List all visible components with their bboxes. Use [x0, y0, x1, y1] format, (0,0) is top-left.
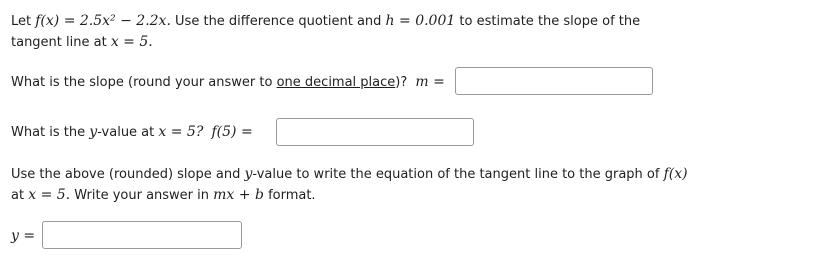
- yvalue-answer-input[interactable]: [276, 118, 474, 146]
- problem-statement: [11, 11, 826, 53]
- slope-question: [11, 72, 445, 93]
- yvalue-text-b: -value at: [97, 125, 155, 140]
- instr-text-b: -value to write the equation of the tangent line to the graph of: [252, 167, 660, 182]
- instr-y-variable: y: [244, 166, 253, 182]
- intro-let-word: Let: [11, 14, 32, 29]
- slope-answer-input[interactable]: [455, 67, 653, 95]
- instr-x-expression: x = 5.: [28, 187, 71, 203]
- slope-variable-label: m =: [415, 74, 445, 90]
- intro-text-end: to estimate the slope of the: [459, 14, 641, 29]
- mx-plus-b: mx + b: [213, 187, 264, 203]
- h-expression: h = 0.001: [385, 13, 456, 29]
- instr-line2-b: Write your answer in: [74, 188, 210, 203]
- instr-text-a: Use the above (rounded) slope and: [11, 167, 241, 182]
- decimal-place-link[interactable]: one decimal place: [276, 75, 396, 90]
- instr-f-expression: f(x): [663, 166, 688, 182]
- tangent-line-instructions: [11, 164, 826, 206]
- equation-answer-input[interactable]: [42, 221, 242, 249]
- instr-line2-c: format.: [268, 188, 316, 203]
- intro-line2-text: tangent line at: [11, 35, 107, 50]
- y-variable: y: [89, 124, 98, 140]
- yvalue-text-a: What is the: [11, 125, 86, 140]
- x-expression: x = 5.: [110, 34, 153, 50]
- instr-line2-a: at: [11, 188, 25, 203]
- slope-question-text: What is the slope (round your answer to: [11, 75, 273, 90]
- yvalue-question: [11, 122, 253, 143]
- intro-text-middle: Use the difference quotient and: [175, 14, 382, 29]
- yvalue-x-expression: x = 5?: [158, 124, 204, 140]
- equation-row: [11, 226, 35, 247]
- f5-label: f(5) =: [211, 124, 253, 140]
- function-definition: f(x) = 2.5x² − 2.2x.: [35, 13, 171, 29]
- equation-label: y =: [11, 228, 36, 244]
- slope-question-suffix: )?: [395, 75, 408, 90]
